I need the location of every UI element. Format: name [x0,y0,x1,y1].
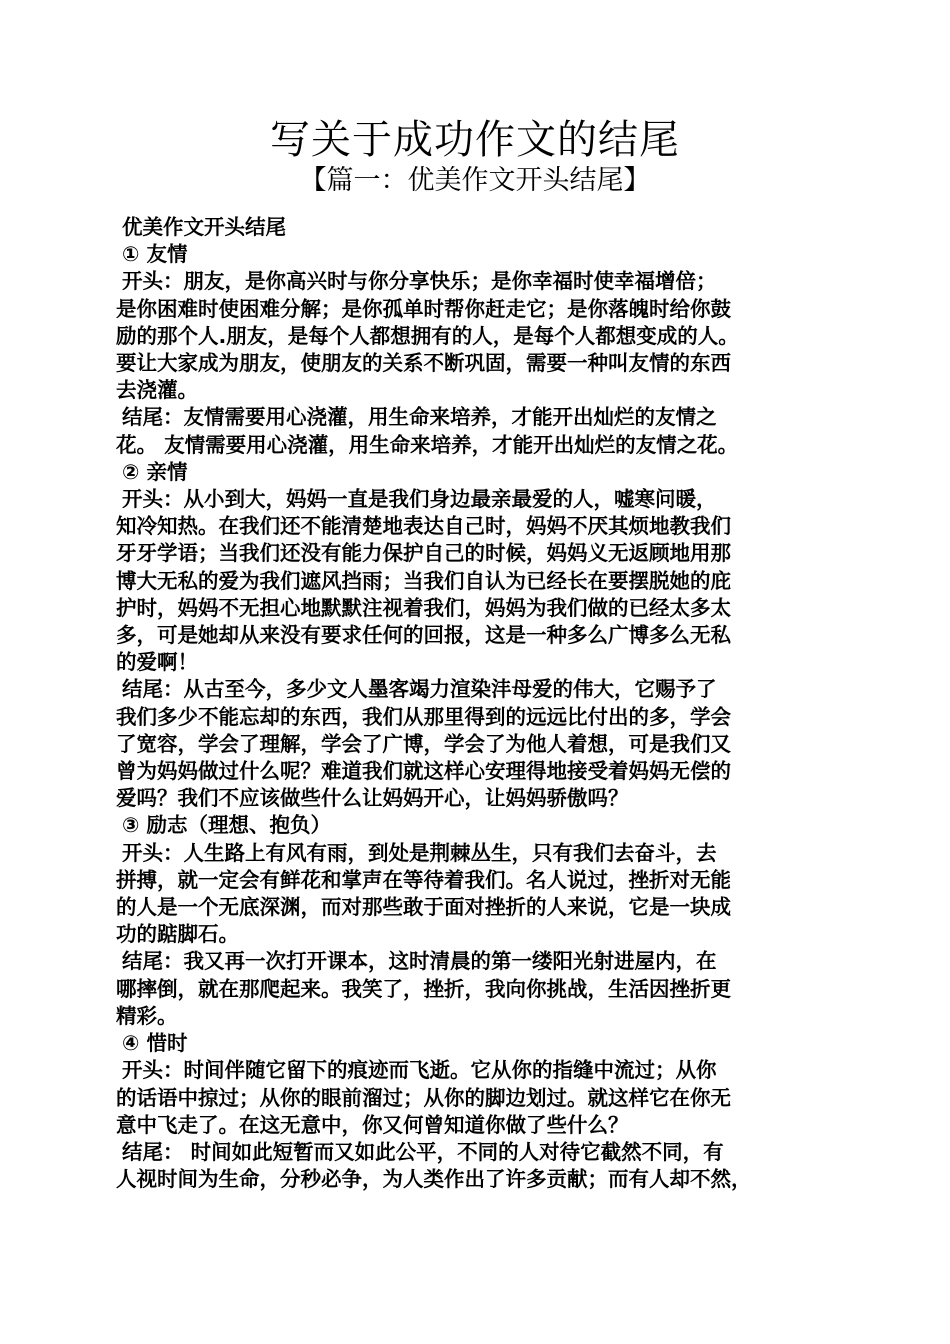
text-line: 结尾：从古至今，多少文人墨客竭力渲染沣母爱的伟大，它赐予了 [122,677,717,702]
document-subtitle: 【篇一：优美作文开头结尾】 [299,165,651,196]
text-line: 结尾： 时间如此短暂而又如此公平，不同的人对待它截然不同，有 [122,1139,724,1164]
text-line: 爱吗？我们不应该做些什么让妈妈开心，让妈妈骄傲吗？ [116,786,629,811]
text-line: 曾为妈妈做过什么呢？难道我们就这样心安理得地接受着妈妈无偿的 [116,759,731,784]
text-line: 是你困难时使困难分解；是你孤单时帮你赶走它；是你落魄时给你鼓 [116,296,731,321]
text-line: 牙牙学语；当我们还没有能力保护自己的时候，妈妈义无返顾地用那 [116,541,731,566]
text-line: 开头：时间伴随它留下的痕迹而飞逝。它从你的指缝中流过；从你 [122,1058,717,1083]
text-line: 励的那个人.朋友，是每个人都想拥有的人，是每个人都想变成的人。 [116,323,739,348]
text-line: 开头：朋友，是你高兴时与你分享快乐；是你幸福时使幸福增倍； [122,269,717,294]
text-line: 护时，妈妈不无担心地默默注视着我们，妈妈为我们做的已经太多太 [116,595,731,620]
text-line: ② 亲情 [122,459,188,484]
text-line: 去浇灌。 [116,378,198,403]
text-line: 知冷知热。在我们还不能清楚地表达自己时，妈妈不厌其烦地教我们 [116,514,731,539]
text-line: ① 友情 [122,242,188,267]
text-line: 要让大家成为朋友，使朋友的关系不断巩固，需要一种叫友情的东西 [116,351,731,376]
text-line: 的话语中掠过；从你的眼前溜过；从你的脚边划过。就这样它在你无 [116,1085,731,1110]
text-line: 结尾：我又再一次打开课本，这时清晨的第一缕阳光射进屋内，在 [122,949,717,974]
text-line: 哪摔倒，就在那爬起来。我笑了，挫折，我向你挑战，生活因挫折更 [116,976,731,1001]
text-line: 开头：从小到大，妈妈一直是我们身边最亲最爱的人，嘘寒问暖， [122,487,717,512]
text-line: 博大无私的爱为我们遮风挡雨；当我们自认为已经长在要摆脱她的庇 [116,568,731,593]
text-line: 花。 友情需要用心浇灌，用生命来培养，才能开出灿烂的友情之花。 [116,432,739,457]
text-line: 多，可是她却从来没有要求任何的回报，这是一种多么广博多么无私 [116,623,731,648]
text-line: ③ 励志（理想、抱负） [122,813,331,838]
text-line: 拼搏，就一定会有鲜花和掌声在等待着我们。名人说过，挫折对无能 [116,867,731,892]
text-line: 我们多少不能忘却的东西，我们从那里得到的远远比付出的多，学会 [116,704,731,729]
text-line: 的人是一个无底深渊，而对那些敢于面对挫折的人来说，它是一块成 [116,895,731,920]
text-line: 功的踮脚石。 [116,922,239,947]
text-line: 结尾：友情需要用心浇灌，用生命来培养，才能开出灿烂的友情之 [122,405,717,430]
text-line: 意中飞走了。在这无意中，你又何曾知道你做了些什么？ [116,1112,629,1137]
document-title: 写关于成功作文的结尾 [270,117,680,163]
text-line: 优美作文开头结尾 [122,215,286,239]
text-line: 人视时间为生命，分秒必争，为人类作出了许多贡献；而有人却不然， [116,1167,752,1192]
text-line: 精彩。 [116,1003,178,1028]
document-body [116,214,846,1193]
text-line: 了宽容，学会了理解，学会了广博，学会了为他人着想，可是我们又 [116,731,731,756]
text-line: 的爱啊！ [116,650,198,675]
text-line: 开头：人生路上有风有雨，到处是荆棘丛生，只有我们去奋斗，去 [122,840,717,865]
text-line: ④ 惜时 [122,1031,188,1056]
